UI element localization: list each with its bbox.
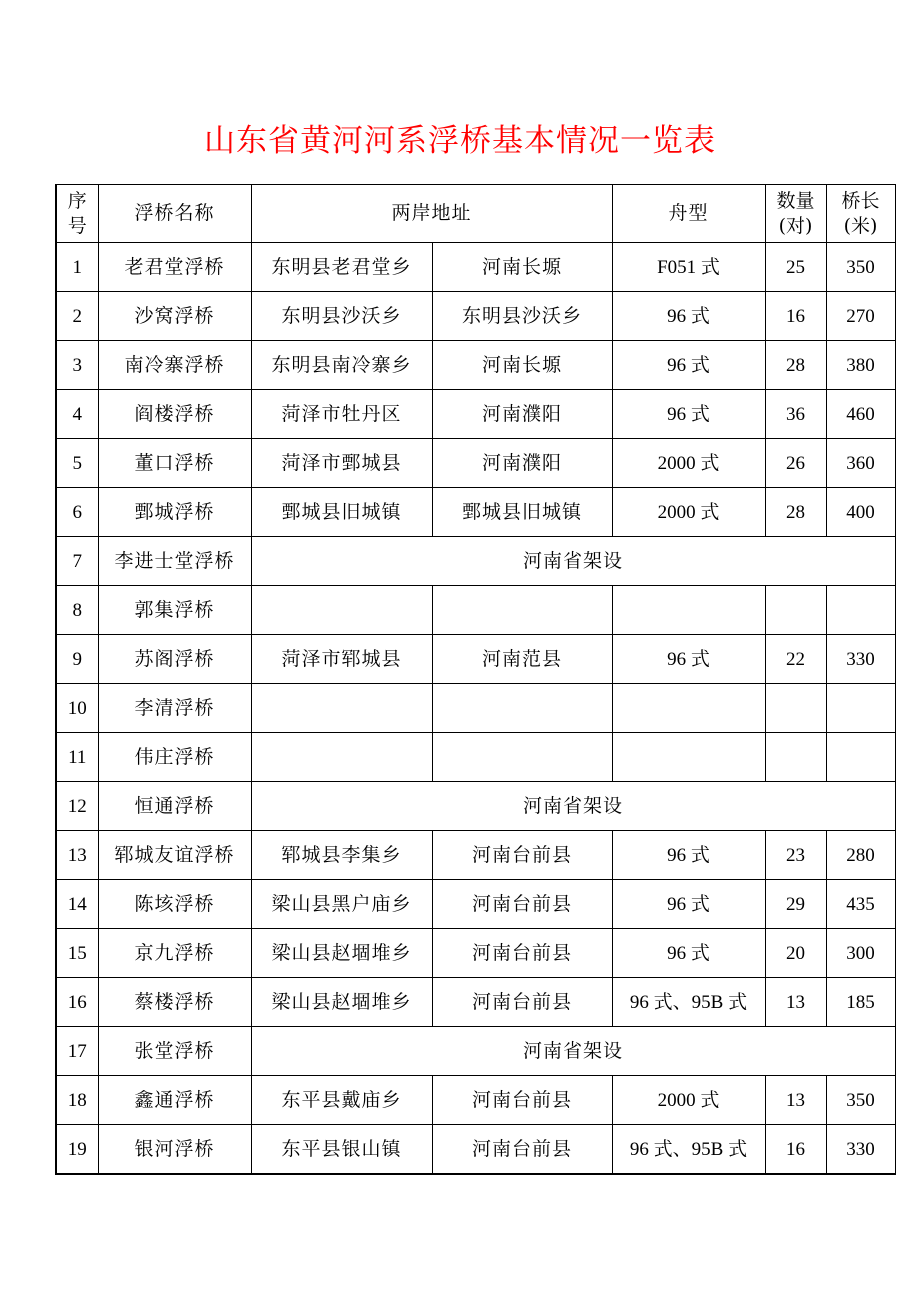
table-row <box>56 488 895 537</box>
bank-b-address: 河南长塬 <box>432 341 612 390</box>
boat-type: 96 式 <box>612 929 765 978</box>
bridge-name: 京九浮桥 <box>98 929 251 978</box>
bank-b-address <box>432 586 612 635</box>
table-row <box>56 1027 895 1076</box>
bank-b-address: 河南台前县 <box>432 1076 612 1125</box>
row-number: 3 <box>56 341 98 390</box>
bank-b-address: 东明县沙沃乡 <box>432 292 612 341</box>
bridge-length: 360 <box>826 439 895 488</box>
pontoon-count: 28 <box>765 341 826 390</box>
row-number: 11 <box>56 733 98 782</box>
table-row <box>56 733 895 782</box>
bridge-name: 郭集浮桥 <box>98 586 251 635</box>
bridge-name: 银河浮桥 <box>98 1125 251 1175</box>
pontoon-count: 13 <box>765 1076 826 1125</box>
bank-b-address: 鄄城县旧城镇 <box>432 488 612 537</box>
header-count-line1: 数量 <box>776 189 815 212</box>
table-row <box>56 978 895 1027</box>
table-row <box>56 782 895 831</box>
row-number: 5 <box>56 439 98 488</box>
bridge-length: 330 <box>826 1125 895 1175</box>
bridge-name: 蔡楼浮桥 <box>98 978 251 1027</box>
row-number: 8 <box>56 586 98 635</box>
row-number: 4 <box>56 390 98 439</box>
row-number: 9 <box>56 635 98 684</box>
bank-b-address: 河南濮阳 <box>432 390 612 439</box>
row-number: 17 <box>56 1027 98 1076</box>
bridge-length: 185 <box>826 978 895 1027</box>
bridge-name: 苏阁浮桥 <box>98 635 251 684</box>
table-row <box>56 292 895 341</box>
bridge-name: 老君堂浮桥 <box>98 243 251 292</box>
pontoon-count: 20 <box>765 929 826 978</box>
bank-b-address: 河南长塬 <box>432 243 612 292</box>
pontoon-count <box>765 684 826 733</box>
pontoon-count: 36 <box>765 390 826 439</box>
header-seq <box>56 185 98 243</box>
table-row <box>56 929 895 978</box>
bridge-length: 350 <box>826 243 895 292</box>
bridge-name: 李清浮桥 <box>98 684 251 733</box>
boat-type: 96 式 <box>612 292 765 341</box>
bridge-name: 李进士堂浮桥 <box>98 537 251 586</box>
table-row <box>56 635 895 684</box>
bridge-length: 435 <box>826 880 895 929</box>
boat-type: 96 式 <box>612 635 765 684</box>
bridge-length <box>826 586 895 635</box>
row-number: 19 <box>56 1125 98 1175</box>
pontoon-count: 25 <box>765 243 826 292</box>
row-number: 2 <box>56 292 98 341</box>
bank-b-address: 河南台前县 <box>432 929 612 978</box>
bank-a-address: 鄄城县旧城镇 <box>251 488 432 537</box>
bridge-length: 270 <box>826 292 895 341</box>
bridge-name: 郓城友谊浮桥 <box>98 831 251 880</box>
bridge-length: 400 <box>826 488 895 537</box>
boat-type: 2000 式 <box>612 439 765 488</box>
pontoon-count: 13 <box>765 978 826 1027</box>
bank-a-address: 菏泽市鄄城县 <box>251 439 432 488</box>
row-number: 14 <box>56 880 98 929</box>
pontoon-count: 16 <box>765 1125 826 1175</box>
bank-a-address: 郓城县李集乡 <box>251 831 432 880</box>
bridge-length: 300 <box>826 929 895 978</box>
table-header-row <box>56 185 895 243</box>
boat-type <box>612 586 765 635</box>
header-length-line2: (米) <box>843 214 878 237</box>
boat-type: 96 式、95B 式 <box>612 978 765 1027</box>
bridge-length: 280 <box>826 831 895 880</box>
row-number: 13 <box>56 831 98 880</box>
pontoon-count: 28 <box>765 488 826 537</box>
table-row <box>56 1125 895 1175</box>
bridge-name: 董口浮桥 <box>98 439 251 488</box>
table-row <box>56 439 895 488</box>
bank-b-address: 河南台前县 <box>432 880 612 929</box>
header-count-line2: (对) <box>778 214 813 237</box>
bank-b-address: 河南台前县 <box>432 1125 612 1175</box>
boat-type <box>612 733 765 782</box>
bridge-length: 350 <box>826 1076 895 1125</box>
table-row <box>56 880 895 929</box>
bank-a-address <box>251 684 432 733</box>
pontoon-count: 29 <box>765 880 826 929</box>
table-row <box>56 537 895 586</box>
table-row <box>56 243 895 292</box>
row-number: 18 <box>56 1076 98 1125</box>
bank-a-address: 菏泽市牡丹区 <box>251 390 432 439</box>
boat-type: 96 式、95B 式 <box>612 1125 765 1175</box>
bank-a-address <box>251 733 432 782</box>
boat-type: 2000 式 <box>612 1076 765 1125</box>
bridge-name: 伟庄浮桥 <box>98 733 251 782</box>
boat-type: 96 式 <box>612 880 765 929</box>
bank-a-address <box>251 586 432 635</box>
bank-b-address: 河南台前县 <box>432 978 612 1027</box>
table-row <box>56 684 895 733</box>
bank-a-address: 东明县南冷寨乡 <box>251 341 432 390</box>
boat-type: 96 式 <box>612 831 765 880</box>
bank-b-address: 河南濮阳 <box>432 439 612 488</box>
row-number: 6 <box>56 488 98 537</box>
table-row <box>56 831 895 880</box>
bank-a-address: 梁山县赵堌堆乡 <box>251 929 432 978</box>
bank-a-address: 东平县银山镇 <box>251 1125 432 1175</box>
bridge-name: 沙窝浮桥 <box>98 292 251 341</box>
bridge-name: 鄄城浮桥 <box>98 488 251 537</box>
bridge-name: 陈垓浮桥 <box>98 880 251 929</box>
table-row <box>56 1076 895 1125</box>
bank-a-address: 梁山县赵堌堆乡 <box>251 978 432 1027</box>
boat-type: F051 式 <box>612 243 765 292</box>
header-banks: 两岸地址 <box>251 185 612 243</box>
bridge-name: 恒通浮桥 <box>98 782 251 831</box>
bank-a-address: 东明县老君堂乡 <box>251 243 432 292</box>
bridge-name: 阎楼浮桥 <box>98 390 251 439</box>
table-row <box>56 390 895 439</box>
header-boat-type: 舟型 <box>612 185 765 243</box>
boat-type: 96 式 <box>612 390 765 439</box>
bank-a-address: 东平县戴庙乡 <box>251 1076 432 1125</box>
row-number: 7 <box>56 537 98 586</box>
boat-type: 2000 式 <box>612 488 765 537</box>
pontoon-count: 23 <box>765 831 826 880</box>
bank-a-address: 梁山县黑户庙乡 <box>251 880 432 929</box>
header-length-line1: 桥长 <box>841 189 880 212</box>
bank-b-address: 河南范县 <box>432 635 612 684</box>
table-row <box>56 341 895 390</box>
bridge-name: 张堂浮桥 <box>98 1027 251 1076</box>
pontoon-count: 16 <box>765 292 826 341</box>
pontoon-count <box>765 586 826 635</box>
row-number: 10 <box>56 684 98 733</box>
merged-note: 河南省架设 <box>251 1027 895 1076</box>
row-number: 15 <box>56 929 98 978</box>
bank-b-address: 河南台前县 <box>432 831 612 880</box>
table-row <box>56 586 895 635</box>
table-body <box>56 243 895 1175</box>
page-title: 山东省黄河河系浮桥基本情况一览表 <box>204 123 716 159</box>
header-length <box>826 185 895 243</box>
header-name: 浮桥名称 <box>98 185 251 243</box>
row-number: 12 <box>56 782 98 831</box>
bridge-length <box>826 684 895 733</box>
pontoon-count: 22 <box>765 635 826 684</box>
header-count <box>765 185 826 243</box>
bank-b-address <box>432 684 612 733</box>
pontoon-count: 26 <box>765 439 826 488</box>
row-number: 1 <box>56 243 98 292</box>
merged-note: 河南省架设 <box>251 782 895 831</box>
row-number: 16 <box>56 978 98 1027</box>
boat-type <box>612 684 765 733</box>
pontoon-count <box>765 733 826 782</box>
bridge-table <box>55 184 896 1175</box>
bridge-length: 460 <box>826 390 895 439</box>
bridge-length: 330 <box>826 635 895 684</box>
bank-b-address <box>432 733 612 782</box>
bridge-length <box>826 733 895 782</box>
header-seq-line2: 号 <box>67 214 87 237</box>
bank-a-address: 东明县沙沃乡 <box>251 292 432 341</box>
bank-a-address: 菏泽市郓城县 <box>251 635 432 684</box>
merged-note: 河南省架设 <box>251 537 895 586</box>
bridge-length: 380 <box>826 341 895 390</box>
bridge-name: 鑫通浮桥 <box>98 1076 251 1125</box>
boat-type: 96 式 <box>612 341 765 390</box>
header-seq-line1: 序 <box>67 189 87 212</box>
bridge-name: 南冷寨浮桥 <box>98 341 251 390</box>
